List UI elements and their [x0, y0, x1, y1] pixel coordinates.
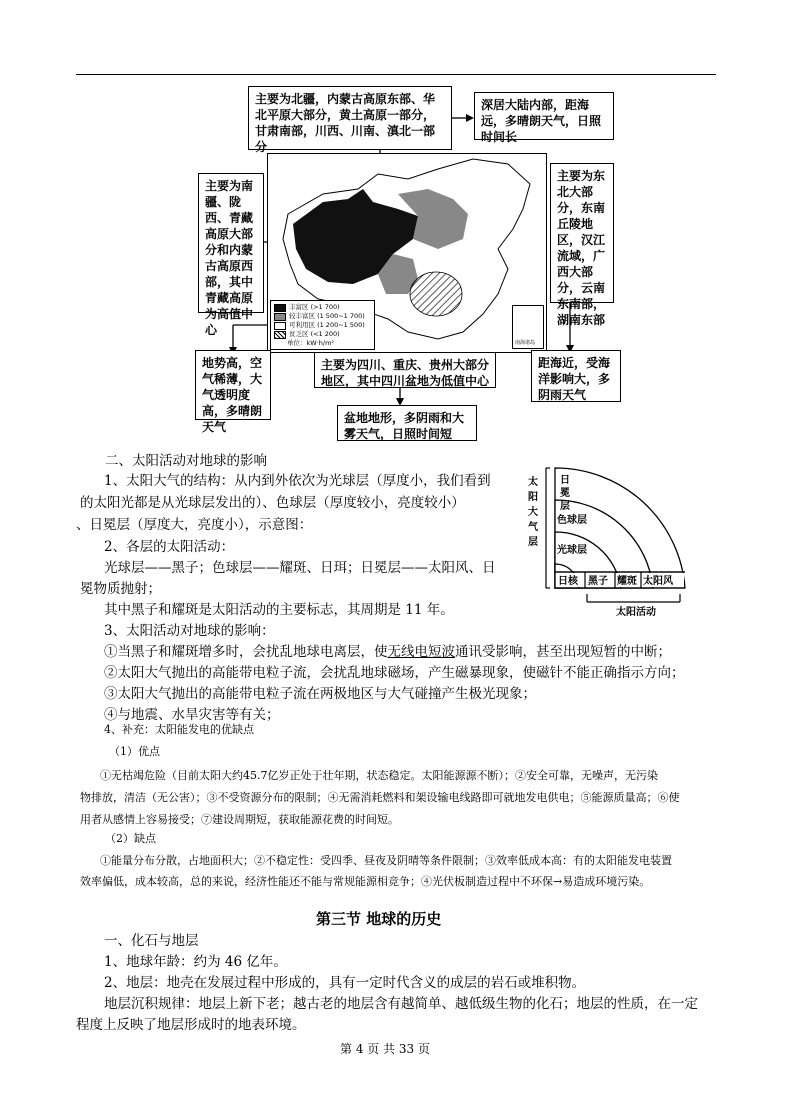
legend-item: 可利用区 (1 200~1 500)	[274, 321, 371, 330]
fossil-heading: 一、化石与地层	[104, 933, 199, 949]
side-label-4: 气	[528, 522, 538, 533]
strata-definition: 2、地层：地壳在发展过程中形成的，具有一定时代含义的成层的岩石或堆积物。	[104, 975, 586, 991]
advantages-line-3: 用者从感情上容易接受；⑦建设周期短，获取能源花费的时间短。	[80, 813, 399, 826]
label-solar-activity: 太阳活动	[616, 607, 656, 618]
advantages-line-2: 物排放，清洁（无公害）；③不受资源分布的限制；④无需消耗燃料和架设输电线路即可就地发电供电；⑤能源质量高；⑥使	[80, 791, 680, 804]
sun-layers-svg	[520, 460, 690, 620]
legend-swatch	[274, 313, 286, 321]
section-title-earth-history: 第三节 地球的历史	[316, 910, 442, 928]
strata-rule-1: 地层沉积规律：地层上新下老；越古老的地层含有越简单、越低级生物的化石；地层的性质，在一定	[104, 996, 698, 1012]
annotation-north: 主要为北疆，内蒙古高原东部、华北平原大部分，黄土高原一部分，甘肃南部，川西、川南、滇北一部分	[248, 86, 452, 150]
legend-swatch	[274, 304, 286, 312]
region-poor	[410, 272, 462, 316]
advantages-heading: （1）优点	[109, 745, 160, 758]
page-footer: 第 4 页 共 33 页	[340, 1042, 430, 1056]
legend-item: 丰富区 (>1 700)	[274, 303, 371, 312]
legend-item: 较丰富区 (1 500~1 700)	[274, 312, 371, 321]
annotation-sichuan: 主要为四川、重庆、贵州大部分地区，其中四川盆地为低值中心	[314, 352, 496, 388]
label-corona-c: 层	[560, 501, 570, 512]
underlined-term: 无线电短波	[387, 644, 455, 660]
disadvantages-heading: （2）缺点	[105, 832, 156, 845]
label-chromosphere: 色球层	[557, 515, 587, 526]
para-structure-2: 的太阳光都是从光球层发出的）、色球层（厚度较小，亮度较小）	[80, 495, 465, 511]
legend-swatch	[274, 331, 286, 339]
side-label-2: 阳	[528, 492, 538, 503]
supplement-heading: 4、补充：太阳能发电的优缺点	[104, 723, 254, 736]
para-activities-2: 冕物质抛射；	[80, 581, 161, 597]
para-structure-1: 1、太阳大气的结构：从内到外依次为光球层（厚度小，我们看到	[104, 473, 491, 489]
annotation-inland: 深居大陆内部，距海远，多晴朗天气，日照时间长	[474, 92, 614, 140]
para-activities-heading: 2、各层的太阳活动：	[104, 539, 235, 555]
label-flare: 耀斑	[617, 576, 637, 587]
advantages-line-1: ①无枯竭危险（目前太阳大约45.7亿岁正处于壮年期，状态稳定。太阳能源源不断）；②安全可靠，无噪声，无污染	[100, 769, 658, 782]
side-label-3: 大	[528, 507, 538, 518]
label-solar-wind: 太阳风	[643, 576, 673, 587]
legend-item: 贫乏区 (<1 200)	[274, 330, 371, 339]
label-photosphere: 光球层	[557, 545, 587, 556]
strata-rule-2: 程度上反映了地层形成时的地表环境。	[76, 1017, 306, 1033]
annotation-coast: 距海近，受海洋影响大，多阴雨天气	[531, 350, 621, 402]
south-china-sea-inset: 南海诸岛	[512, 305, 544, 349]
effect-item-2: ②太阳大气抛出的高能带电粒子流，会扰乱地球磁场，产生磁暴现象，使磁针不能正确指示方向；	[104, 665, 685, 681]
para-effects-heading: 3、太阳活动对地球的影响：	[104, 623, 275, 639]
map-legend	[270, 300, 375, 350]
label-corona-b: 冕	[560, 488, 570, 499]
annotation-plateau: 地势高，空气稀薄，大气透明度高，多晴朗天气	[195, 350, 271, 420]
label-sunspot: 黑子	[588, 576, 608, 587]
effect-item-3: ③太阳大气抛出的高能带电粒子流在两极地区与大气碰撞产生极光现象；	[104, 686, 536, 702]
para-activities-1: 光球层——黑子；色球层——耀斑、日珥；日冕层——太阳风、日	[104, 560, 496, 576]
earth-age: 1、地球年龄：约为 46 亿年。	[104, 954, 287, 970]
annotation-east: 主要为东北大部分，东南丘陵地区，汉江流域，广西大部分，云南东南部，湖南东部	[550, 163, 614, 303]
side-label-5: 层	[528, 537, 538, 548]
section-heading-solar: 二、太阳活动对地球的影响	[105, 453, 267, 469]
effect-item-1: ①当黑子和耀斑增多时，会扰乱地球电离层，使无线电短波通讯受影响，甚至出现短暂的中断；	[104, 644, 671, 660]
para-structure-3: 、日冕层（厚度大，亮度小），示意图：	[76, 517, 313, 533]
legend-swatch	[274, 322, 286, 330]
disadvantages-line-1: ①能量分布分散，占地面积大；②不稳定性：受四季、昼夜及阴晴等条件限制；③效率低成本高：有的太阳能发电装置	[100, 854, 672, 867]
disadvantages-line-2: 效率偏低，成本较高，总的来说，经济性能还不能与常规能源相竞争；④光伏板制造过程中不环保→易造成环境污染。	[80, 875, 651, 888]
annotation-west: 主要为南疆、陇西、青藏高原大部分和内蒙古高原西部，其中青藏高原为高值中心	[198, 173, 264, 313]
side-label-1: 太	[528, 477, 538, 488]
label-core: 日核	[558, 576, 578, 587]
para-main-markers: 其中黑子和耀斑是太阳活动的主要标志，其周期是 11 年。	[104, 602, 454, 618]
label-corona-a: 日	[560, 475, 570, 486]
legend-unit: 单位：kW·h/m²	[287, 339, 335, 347]
annotation-basin: 盆地地形，多阴雨和大雾天气，日照时间短	[337, 405, 477, 441]
effect-item-4: ④与地震、水旱灾害等有关；	[104, 707, 280, 723]
